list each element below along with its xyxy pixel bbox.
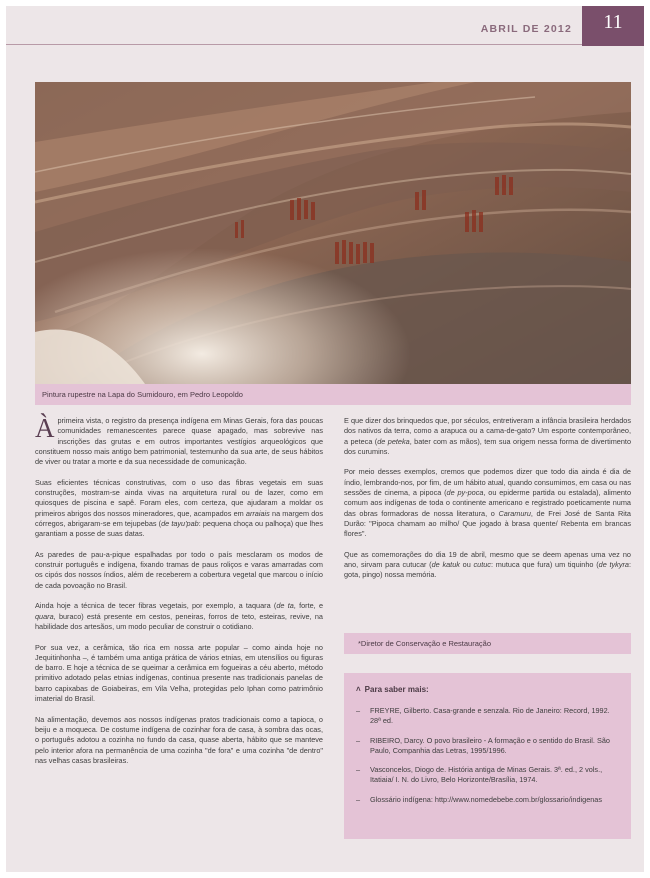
paragraph-text: primeira vista, o registro da presença indígena em Minas Gerais, fora das poucas comunidades remanescentes parece quase apagado, mas sobrevive nas inscrições das grutas e em outros importantes vestígios arqueológicos que constituem nosso mais antigo bem patrimonial, testemunho da sua arte, de seus hábitos de viver ou tratar a morte e da sua necessidade de comunicação. [35, 416, 323, 467]
paragraph [35, 601, 323, 632]
paragraph [35, 413, 323, 467]
further-reading-box [344, 673, 631, 839]
paragraph-text: ou [459, 560, 474, 570]
reference-text: RIBEIRO, Darcy. O povo brasileiro - A formação e o sentido do Brasil. São Paulo, Companhia das Letras, 1995/1996. [370, 735, 610, 755]
header-date: ABRIL DE 2012 [480, 23, 572, 35]
paragraph-text: : gota, pingo) nossa memória. [344, 560, 631, 580]
list-dash: – [356, 735, 361, 745]
paragraph [344, 550, 631, 581]
drop-cap: À [35, 413, 55, 443]
paragraph-text: , bater com as mãos), tem sua origem nessa forma de divertimento dos curumins. [344, 436, 632, 456]
paragraph: Por sua vez, a cerâmica, tão rica em nossa arte popular – como ainda hoje no Jequitinhonha –, é também uma antiga prática de vários etnias, em utensílios ou figuras de barro. E hoje a técnica de se queimar a cerâmica em fogueiras a céu aberto, método primitivo adotado pelas etnias indígenas, continua presente nas tradicionais panelas de barro capixabas de Goiabeiras, em Vila Velha, protegidas pelo Iphan como patrimônio imaterial do Brasil. [35, 642, 323, 704]
reference-text: FREYRE, Gilberto. Casa-grande e senzala. Rio de Janeiro: Record, 1992. 28ª ed. [370, 706, 610, 726]
list-dash: – [356, 794, 361, 804]
right-column [344, 416, 631, 591]
list-dash: – [356, 765, 361, 775]
italic-term: Caramuru [498, 508, 531, 518]
paragraph: Na alimentação, devemos aos nossos indígenas pratos tradicionais como a tapioca, o beiju e a moqueca. De costume indígena de cozinhar fora de casa, à sombra das ocas, o português adotou a cozinha no fundo da casa, quase aberta, hábito que se manteve pelo interior afora na permanência de uma cozinha "de fora" e uma cozinha "de dentro" nas velhas casas brasileiras. [35, 714, 323, 765]
header-rule [6, 44, 600, 45]
paragraph-text: Que as comemorações do dia 19 de abril, mesmo que se deem apenas uma vez no ano, sirvam para cutucar ( [344, 549, 631, 570]
italic-term: de tayu'pab [161, 518, 199, 528]
italic-term: de py-poca [446, 488, 484, 498]
italic-term: de peteka [377, 436, 410, 446]
italic-term: de tykyra [598, 560, 629, 570]
reference-link[interactable]: Glossário indígena: http://www.nomedebebe.com.br/glossario/indigenas [370, 794, 603, 804]
paragraph: As paredes de pau-a-pique espalhadas por todo o país mesclaram os modos de construir português e indígena, fixando tramas de paus roliços e varas amarradas com os cipós dos nossos índios, além de receberem a cobertura vegetal que marcou o início de cada povoação no Brasil. [35, 549, 323, 590]
paragraph [35, 478, 323, 540]
author-note: *Diretor de Conservação e Restauração [344, 633, 631, 654]
paragraph-text: E que dizer dos brinquedos que, por séculos, entretiveram a infância brasileira herdados dos nativos da terra, como a arapuca ou a cama-de-gato? Um esporte contemporâneo, a peteca ( [344, 416, 631, 446]
paragraph [344, 416, 631, 457]
rock-painting-photo [35, 82, 631, 384]
paragraph-text: Suas eficientes técnicas construtivas, com o uso das fibras vegetais em suas construções, mostram-se ainda vivas na arquitetura rural ou de lazer, como em quiosques de piscina e sapê. Foram eles, com certeza, que ajudaram a moldar os primeiros abrigos dos nossos mineradores, que, acampados em [35, 477, 323, 518]
list-dash: – [356, 706, 361, 715]
italic-term: quara [35, 611, 54, 621]
paragraph-text: Por meio desses exemplos, cremos que podemos dizer que todo dia ainda é dia de índio, lembrando-nos, por fim, de um hábito atual, quando consumimos, em casa ou nas sessões de cinema, a pipoca ( [344, 467, 631, 498]
paragraph-text: na margem dos córregos, abrigaram-se em tejupebas ( [35, 508, 323, 528]
reference-item [356, 736, 621, 757]
reference-text: Vasconcelos, Diogo de. História antiga de Minas Gerais. 3ª. ed., 2 vols., Itatiaia/ I. N. do Livro, Belo Horizonte/Brasília, 1974. [370, 765, 603, 785]
reference-item[interactable] [356, 795, 621, 805]
left-column [35, 413, 323, 776]
paragraph-text: : pequena choça ou palhoça) que lhes garantiam a posse de suas datas. [35, 518, 323, 539]
reference-item [356, 765, 621, 786]
double-chevron-up-icon: ˄ [356, 685, 361, 694]
italic-term: cutuc [473, 560, 491, 570]
italic-term: de ta [276, 601, 294, 611]
reference-item [356, 706, 621, 727]
paragraph-text: , ou epiderme partida ou estalada), alimento comum aos indígenas de toda o continente americano e registrado poeticamente numa das obras formadoras de nossa literatura, o [344, 488, 632, 518]
italic-term: arraiais [245, 508, 270, 518]
italic-term: de katuk [431, 560, 460, 570]
paragraph-text: , de Frei José de Santa Rita Durão: "Pipoca chamam ao milho/ Que jogado à brasa quente/ Rebenta em brancas flores". [344, 508, 631, 539]
paragraph-text: : mutuca que fura) um tiquinho ( [490, 560, 599, 570]
paragraph [344, 467, 631, 539]
paragraph-text: , forte, e [293, 601, 323, 611]
page-number: 11 [582, 6, 644, 46]
paragraph-text: Ainda hoje a técnica de tecer fibras vegetais, por exemplo, a taquara ( [35, 601, 277, 611]
paragraph-text: , buraco) está presente em cestos, peneiras, forros de teto, esteiras, revive, na habilidade dos artesãos, um modo peculiar de construir o cotidiano. [35, 611, 323, 631]
further-reading-title-text: Para saber mais: [364, 685, 429, 694]
photo-caption: Pintura rupestre na Lapa do Sumidouro, em Pedro Leopoldo [35, 384, 631, 405]
further-reading-title [356, 685, 621, 694]
